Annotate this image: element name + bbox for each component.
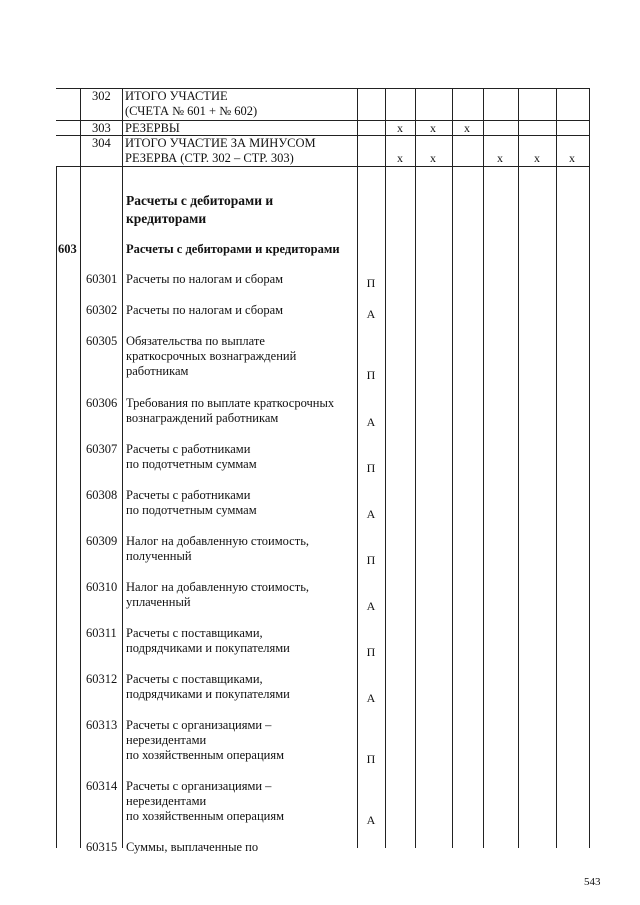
account-code: 60309 xyxy=(86,534,118,548)
account-name: Расчеты с работниками xyxy=(126,488,251,502)
account-type: П xyxy=(366,553,376,567)
row-label: ИТОГО УЧАСТИЕ xyxy=(125,89,228,103)
account-code: 60313 xyxy=(86,718,118,732)
row-mark: х xyxy=(497,151,503,165)
account-name: по хозяйственным операциям xyxy=(126,748,284,762)
account-name: Налог на добавленную стоимость, xyxy=(126,534,310,548)
page-number: 543 xyxy=(584,876,601,888)
account-code: 60314 xyxy=(86,779,118,793)
grid-line xyxy=(556,88,557,848)
account-name: полученный xyxy=(126,549,192,563)
grid-line xyxy=(122,88,123,848)
account-name: подрядчиками и покупателями xyxy=(126,641,290,655)
account-name: вознаграждений работникам xyxy=(126,411,279,425)
row-mark: х xyxy=(569,151,575,165)
row-label: (СЧЕТА № 601 + № 602) xyxy=(125,104,258,118)
row-code: 303 xyxy=(92,121,111,135)
row-mark: х xyxy=(534,151,540,165)
account-type: П xyxy=(366,461,376,475)
account-code: 60301 xyxy=(86,272,118,286)
row-mark: х xyxy=(464,121,470,135)
account-name: уплаченный xyxy=(126,595,191,609)
account-code: 60315 xyxy=(86,840,118,854)
account-name: краткосрочных вознаграждений xyxy=(126,349,297,363)
row-code: 304 xyxy=(92,136,111,150)
grid-line xyxy=(415,88,416,848)
grid-line xyxy=(56,166,57,848)
row-label: РЕЗЕРВЫ xyxy=(125,121,180,135)
account-type: А xyxy=(366,813,376,827)
account-name: Расчеты по налогам и сборам xyxy=(126,272,284,286)
account-name: Расчеты с поставщиками, xyxy=(126,672,263,686)
section-heading-line-2: кредиторами xyxy=(126,211,207,226)
account-type: А xyxy=(366,415,376,429)
account-code: 60307 xyxy=(86,442,118,456)
account-code: 60312 xyxy=(86,672,118,686)
account-name: Расчеты с организациями – xyxy=(126,718,272,732)
account-name: Расчеты по налогам и сборам xyxy=(126,303,284,317)
account-code: 60310 xyxy=(86,580,118,594)
account-code: 60306 xyxy=(86,396,118,410)
account-code: 60311 xyxy=(86,626,117,640)
account-name: работникам xyxy=(126,364,189,378)
account-type: П xyxy=(366,752,376,766)
grid-line xyxy=(56,166,589,167)
grid-line xyxy=(357,88,358,848)
account-name: подрядчиками и покупателями xyxy=(126,687,290,701)
group-code: 603 xyxy=(58,242,77,256)
account-type: А xyxy=(366,599,376,613)
account-name: по подотчетным суммам xyxy=(126,457,257,471)
account-name: Требования по выплате краткосрочных xyxy=(126,396,335,410)
account-type: А xyxy=(366,307,376,321)
row-label: РЕЗЕРВА (СТР. 302 – СТР. 303) xyxy=(125,151,294,165)
account-code: 60308 xyxy=(86,488,118,502)
section-heading-line-1: Расчеты с дебиторами и xyxy=(126,193,274,208)
grid-line xyxy=(518,88,519,848)
account-name: нерезидентами xyxy=(126,733,207,747)
row-mark: х xyxy=(430,121,436,135)
account-name: Расчеты с поставщиками, xyxy=(126,626,263,640)
grid-line xyxy=(80,88,81,848)
row-mark: х xyxy=(397,121,403,135)
row-mark: х xyxy=(397,151,403,165)
account-type: П xyxy=(366,368,376,382)
account-type: П xyxy=(366,276,376,290)
group-title: Расчеты с дебиторами и кредиторами xyxy=(126,242,340,256)
account-name: Расчеты с работниками xyxy=(126,442,251,456)
account-name: нерезидентами xyxy=(126,794,207,808)
account-name: по хозяйственным операциям xyxy=(126,809,284,823)
account-name: Суммы, выплаченные по xyxy=(126,840,259,854)
account-type: А xyxy=(366,507,376,521)
row-code: 302 xyxy=(92,89,111,103)
grid-line xyxy=(385,88,386,848)
account-name: Обязательства по выплате xyxy=(126,334,265,348)
account-type: А xyxy=(366,691,376,705)
row-label: ИТОГО УЧАСТИЕ ЗА МИНУСОМ xyxy=(125,136,316,150)
account-name: Расчеты с организациями – xyxy=(126,779,272,793)
account-name: Налог на добавленную стоимость, xyxy=(126,580,310,594)
account-name: по подотчетным суммам xyxy=(126,503,257,517)
grid-line xyxy=(452,88,453,848)
account-type: П xyxy=(366,645,376,659)
grid-line xyxy=(483,88,484,848)
row-mark: х xyxy=(430,151,436,165)
account-code: 60305 xyxy=(86,334,118,348)
grid-line xyxy=(589,88,590,848)
account-code: 60302 xyxy=(86,303,118,317)
